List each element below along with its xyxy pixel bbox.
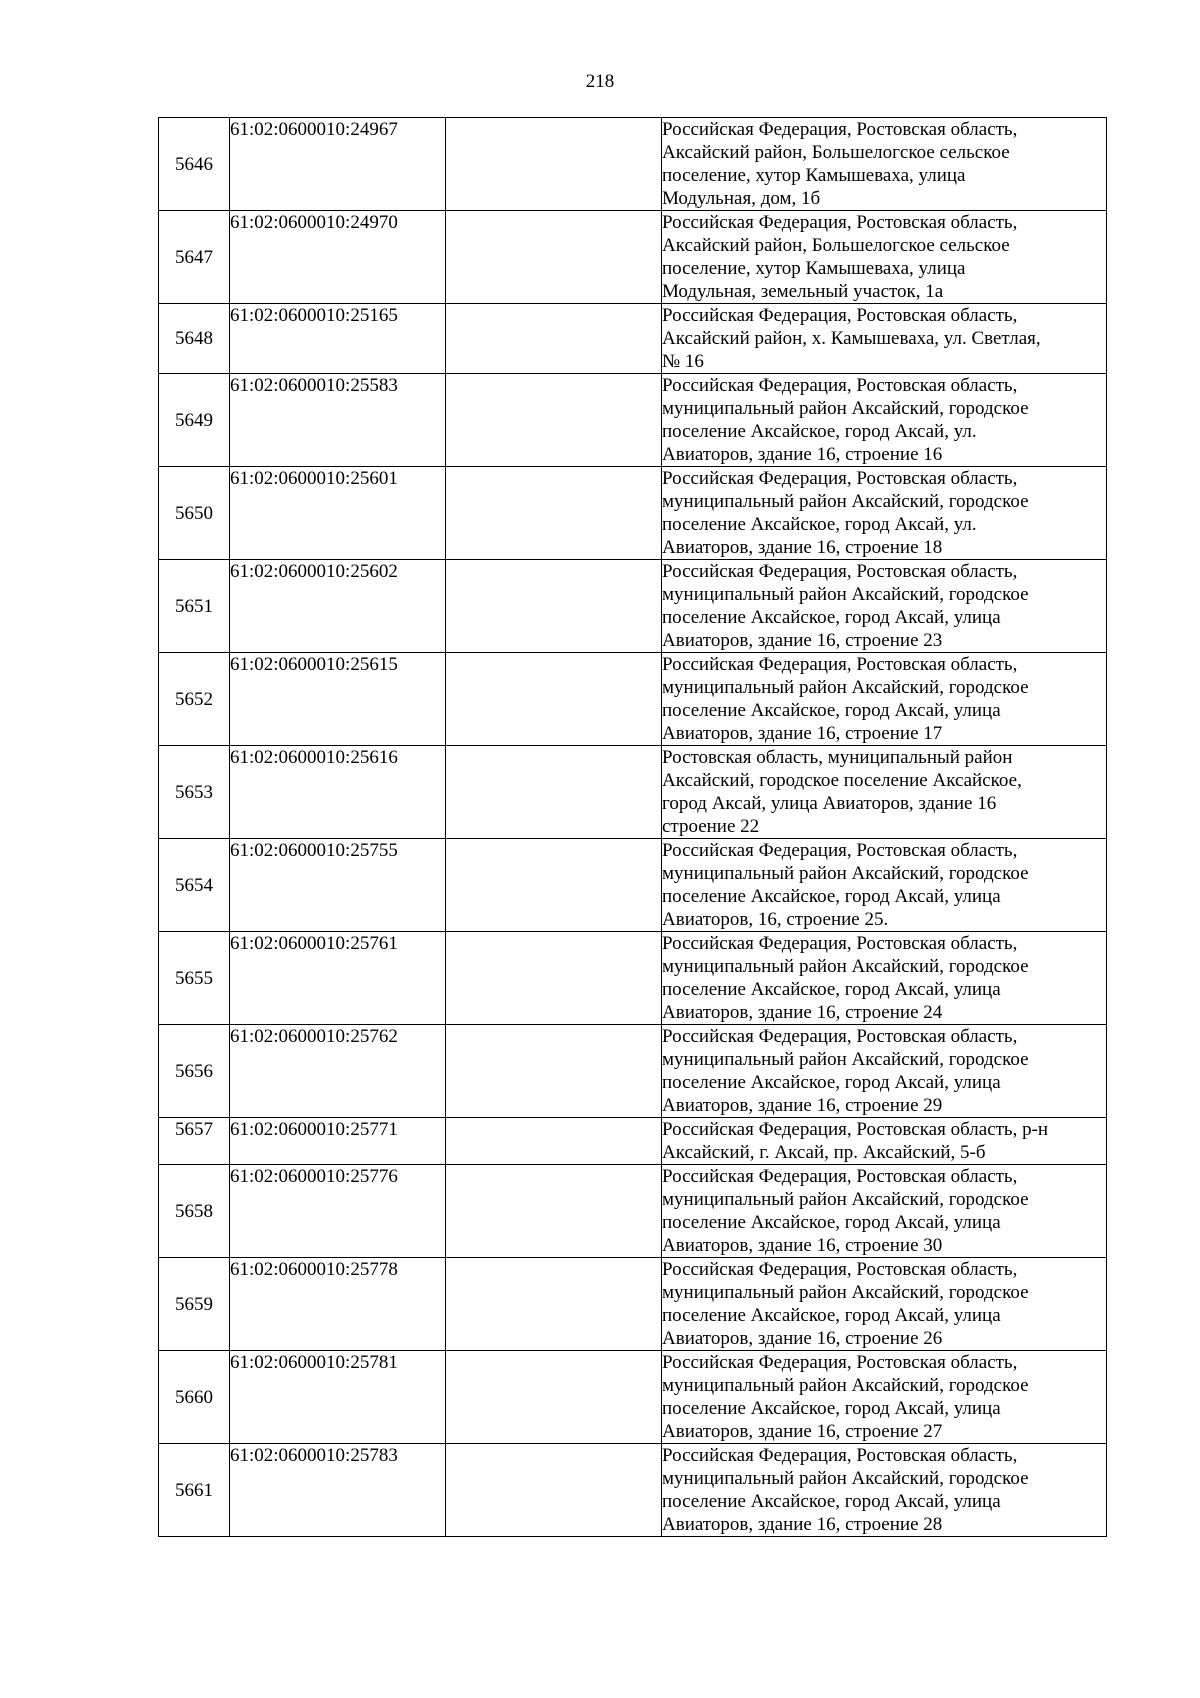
address-line: Российская Федерация, Ростовская область, [662, 468, 1018, 489]
address-line: Российская Федерация, Ростовская область, [662, 212, 1018, 233]
address-line: муниципальный район Аксайский, городское [662, 956, 1029, 977]
cadastral-number-cell: 61:02:0600010:25771 [230, 1118, 446, 1165]
row-number-cell: 5651 [159, 560, 230, 653]
address-line: поселение Аксайское, город Аксай, улица [662, 607, 1001, 628]
address-line: поселение Аксайское, город Аксай, улица [662, 1212, 1001, 1233]
address-line: Аксайский, городское поселение Аксайское, [662, 770, 1022, 791]
empty-cell [446, 932, 662, 1025]
address-line: Авиаторов, здание 16, строение 29 [662, 1095, 943, 1116]
empty-cell [446, 839, 662, 932]
empty-cell [446, 1351, 662, 1444]
empty-cell [446, 467, 662, 560]
table-row [159, 653, 1107, 746]
registry-table-body [159, 118, 1107, 1537]
table-row [159, 304, 1107, 374]
address-line: № 16 [662, 351, 704, 372]
cadastral-number-cell: 61:02:0600010:25616 [230, 746, 446, 839]
row-number-cell: 5660 [159, 1351, 230, 1444]
address-line: муниципальный район Аксайский, городское [662, 1282, 1029, 1303]
address-cell [662, 467, 1107, 560]
row-number-cell: 5649 [159, 374, 230, 467]
cadastral-number-cell: 61:02:0600010:25755 [230, 839, 446, 932]
address-line: Российская Федерация, Ростовская область, [662, 1166, 1018, 1187]
address-cell [662, 560, 1107, 653]
cadastral-number-cell: 61:02:0600010:25783 [230, 1444, 446, 1537]
address-line: Российская Федерация, Ростовская область, [662, 1445, 1018, 1466]
table-row [159, 1025, 1107, 1118]
table-row [159, 1165, 1107, 1258]
address-line: Авиаторов, здание 16, строение 23 [662, 630, 943, 651]
empty-cell [446, 1025, 662, 1118]
address-cell [662, 1165, 1107, 1258]
address-line: муниципальный район Аксайский, городское [662, 1468, 1029, 1489]
address-line: муниципальный район Аксайский, городское [662, 1049, 1029, 1070]
table-row [159, 1444, 1107, 1537]
address-line: Ростовская область, муниципальный район [662, 747, 1013, 768]
address-line: муниципальный район Аксайский, городское [662, 491, 1029, 512]
empty-cell [446, 211, 662, 304]
address-cell [662, 1025, 1107, 1118]
empty-cell [446, 374, 662, 467]
address-line: муниципальный район Аксайский, городское [662, 398, 1029, 419]
address-line: Авиаторов, здание 16, строение 24 [662, 1002, 943, 1023]
cadastral-number-cell: 61:02:0600010:24970 [230, 211, 446, 304]
address-line: Модульная, земельный участок, 1а [662, 281, 944, 302]
table-row [159, 118, 1107, 211]
table-row [159, 374, 1107, 467]
address-line: поселение Аксайское, город Аксай, улица [662, 700, 1001, 721]
address-cell [662, 839, 1107, 932]
row-number-cell: 5661 [159, 1444, 230, 1537]
cadastral-number-cell: 61:02:0600010:25762 [230, 1025, 446, 1118]
table-row [159, 560, 1107, 653]
address-line: Модульная, дом, 1б [662, 188, 821, 209]
address-line: Российская Федерация, Ростовская область, [662, 1026, 1018, 1047]
address-cell [662, 304, 1107, 374]
address-line: Российская Федерация, Ростовская область, [662, 933, 1018, 954]
address-line: Российская Федерация, Ростовская область, [662, 305, 1018, 326]
table-row [159, 746, 1107, 839]
address-line: Аксайский район, Большелогское сельское [662, 142, 1010, 163]
address-cell [662, 1351, 1107, 1444]
empty-cell [446, 304, 662, 374]
address-line: Авиаторов, здание 16, строение 28 [662, 1514, 943, 1535]
empty-cell [446, 560, 662, 653]
empty-cell [446, 1444, 662, 1537]
address-line: Авиаторов, здание 16, строение 16 [662, 444, 943, 465]
empty-cell [446, 1118, 662, 1165]
row-number-cell: 5653 [159, 746, 230, 839]
address-line: Авиаторов, здание 16, строение 30 [662, 1235, 943, 1256]
address-line: Российская Федерация, Ростовская область, [662, 840, 1018, 861]
address-line: поселение Аксайское, город Аксай, улица [662, 1305, 1001, 1326]
address-line: Российская Федерация, Ростовская область, [662, 654, 1018, 675]
empty-cell [446, 1165, 662, 1258]
row-number-cell: 5652 [159, 653, 230, 746]
cadastral-number-cell: 61:02:0600010:25583 [230, 374, 446, 467]
row-number-cell: 5648 [159, 304, 230, 374]
table-row [159, 467, 1107, 560]
address-line: Российская Федерация, Ростовская область, р-н [662, 1119, 1049, 1140]
address-line: поселение Аксайское, город Аксай, улица [662, 1072, 1001, 1093]
cadastral-number-cell: 61:02:0600010:25776 [230, 1165, 446, 1258]
empty-cell [446, 653, 662, 746]
address-line: город Аксай, улица Авиаторов, здание 16 [662, 793, 997, 814]
address-line: строение 22 [662, 816, 760, 837]
address-line: Аксайский район, Большелогское сельское [662, 235, 1010, 256]
address-line: Российская Федерация, Ростовская область, [662, 1352, 1018, 1373]
empty-cell [446, 118, 662, 211]
table-row [159, 211, 1107, 304]
address-line: Российская Федерация, Ростовская область, [662, 561, 1018, 582]
address-line: муниципальный район Аксайский, городское [662, 677, 1029, 698]
address-line: Авиаторов, здание 16, строение 18 [662, 537, 943, 558]
cadastral-number-cell: 61:02:0600010:25761 [230, 932, 446, 1025]
address-line: Авиаторов, здание 16, строение 27 [662, 1421, 943, 1442]
table-row [159, 1351, 1107, 1444]
empty-cell [446, 746, 662, 839]
address-line: Авиаторов, здание 16, строение 17 [662, 723, 943, 744]
table-row [159, 839, 1107, 932]
address-line: Авиаторов, 16, строение 25. [662, 909, 889, 930]
address-cell [662, 374, 1107, 467]
empty-cell [446, 1258, 662, 1351]
address-line: Аксайский, г. Аксай, пр. Аксайский, 5-б [662, 1142, 986, 1163]
address-line: поселение Аксайское, город Аксай, улица [662, 886, 1001, 907]
cadastral-number-cell: 61:02:0600010:25602 [230, 560, 446, 653]
address-line: поселение Аксайское, город Аксай, улица [662, 979, 1001, 1000]
address-line: Авиаторов, здание 16, строение 26 [662, 1328, 943, 1349]
address-line: поселение Аксайское, город Аксай, улица [662, 1398, 1001, 1419]
address-cell [662, 932, 1107, 1025]
address-line: муниципальный район Аксайский, городское [662, 1189, 1029, 1210]
address-cell [662, 1444, 1107, 1537]
row-number-cell: 5647 [159, 211, 230, 304]
row-number-cell: 5656 [159, 1025, 230, 1118]
row-number-cell: 5659 [159, 1258, 230, 1351]
address-cell [662, 211, 1107, 304]
row-number-cell: 5658 [159, 1165, 230, 1258]
address-line: поселение Аксайское, город Аксай, ул. [662, 514, 977, 535]
address-cell [662, 1258, 1107, 1351]
address-line: поселение Аксайское, город Аксай, ул. [662, 421, 977, 442]
page-number: 218 [585, 71, 615, 92]
cadastral-number-cell: 61:02:0600010:25165 [230, 304, 446, 374]
row-number-cell: 5657 [159, 1118, 230, 1165]
address-line: Российская Федерация, Ростовская область, [662, 1259, 1018, 1280]
cadastral-number-cell: 61:02:0600010:25778 [230, 1258, 446, 1351]
cadastral-number-cell: 61:02:0600010:24967 [230, 118, 446, 211]
table-row [159, 1118, 1107, 1165]
address-line: Российская Федерация, Ростовская область, [662, 375, 1018, 396]
address-line: муниципальный район Аксайский, городское [662, 584, 1029, 605]
table-row [159, 932, 1107, 1025]
address-cell [662, 118, 1107, 211]
row-number-cell: 5654 [159, 839, 230, 932]
row-number-cell: 5646 [159, 118, 230, 211]
address-line: поселение Аксайское, город Аксай, улица [662, 1491, 1001, 1512]
row-number-cell: 5650 [159, 467, 230, 560]
address-cell [662, 653, 1107, 746]
address-line: поселение, хутор Камышеваха, улица [662, 165, 966, 186]
address-line: Российская Федерация, Ростовская область, [662, 119, 1018, 140]
address-line: Аксайский район, х. Камышеваха, ул. Светлая, [662, 328, 1041, 349]
row-number-cell: 5655 [159, 932, 230, 1025]
table-row [159, 1258, 1107, 1351]
cadastral-number-cell: 61:02:0600010:25781 [230, 1351, 446, 1444]
registry-table [158, 117, 1107, 1537]
address-cell [662, 746, 1107, 839]
address-line: поселение, хутор Камышеваха, улица [662, 258, 966, 279]
address-cell [662, 1118, 1107, 1165]
cadastral-number-cell: 61:02:0600010:25601 [230, 467, 446, 560]
cadastral-number-cell: 61:02:0600010:25615 [230, 653, 446, 746]
address-line: муниципальный район Аксайский, городское [662, 1375, 1029, 1396]
address-line: муниципальный район Аксайский, городское [662, 863, 1029, 884]
